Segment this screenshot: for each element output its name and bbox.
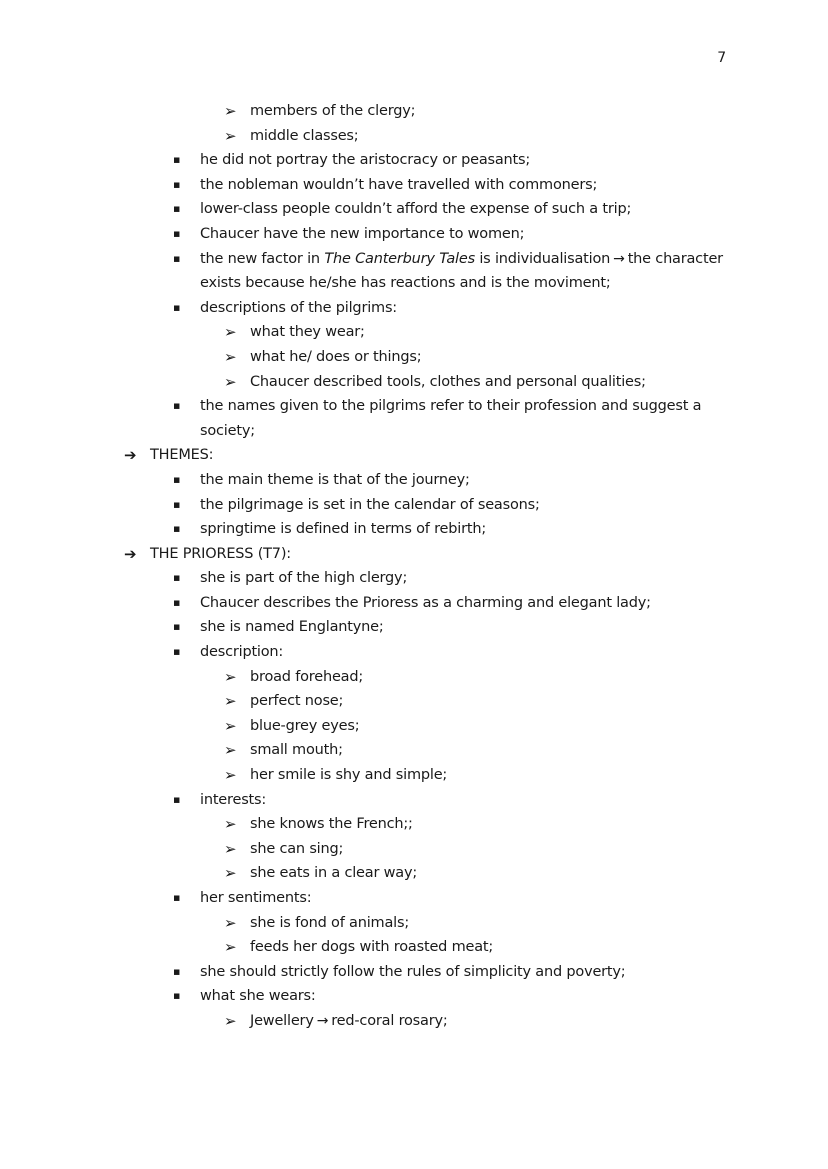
list-item [0, 247, 828, 272]
list-item [0, 296, 828, 321]
list-item-text: the new factor in [200, 250, 325, 267]
list-item-text: feeds her dogs with roasted meat; [250, 939, 494, 956]
list-item [0, 394, 828, 419]
square-bullet-icon: ▪ [173, 964, 181, 978]
list-item-text: red-coral rosary; [331, 1012, 448, 1029]
list-item [0, 197, 828, 222]
triangle-bullet-icon: ➢ [224, 372, 237, 391]
list-item-text: he did not portray the aristocracy or peasants; [200, 152, 531, 169]
list-item-text: interests: [200, 791, 267, 808]
list-item-text: she should strictly follow the rules of simplicity and poverty; [200, 963, 626, 980]
list-item [0, 370, 828, 395]
list-item [0, 320, 828, 345]
list-item-text: what he/ does or things; [250, 348, 422, 365]
square-bullet-icon: ▪ [173, 202, 181, 216]
list-item-text: Chaucer described tools, clothes and personal qualities; [250, 373, 646, 390]
list-item [0, 173, 828, 198]
list-item [0, 689, 828, 714]
list-item-text: springtime is defined in terms of rebirth; [200, 521, 487, 538]
list-item [0, 984, 828, 1009]
square-bullet-icon: ▪ [173, 620, 181, 634]
list-item-text: the nobleman wouldn’t have travelled with commoners; [200, 176, 598, 193]
list-item-text: Chaucer have the new importance to women; [200, 225, 525, 242]
list-item [0, 1009, 828, 1034]
triangle-bullet-icon: ➢ [224, 815, 237, 834]
list-item [0, 812, 828, 837]
list-item-text: Jewellery [250, 1012, 314, 1029]
list-item-text: her smile is shy and simple; [250, 767, 448, 784]
list-item [0, 222, 828, 247]
list-item-continuation [0, 419, 828, 444]
triangle-bullet-icon: ➢ [224, 913, 237, 932]
list-item-text: the pilgrimage is set in the calendar of seasons; [200, 496, 540, 513]
square-bullet-icon: ▪ [173, 226, 181, 240]
page-number: 7 [717, 50, 726, 66]
right-arrow-icon: → [316, 1012, 329, 1029]
list-item-text: what they wear; [250, 324, 365, 341]
list-item [0, 615, 828, 640]
list-item [0, 788, 828, 813]
square-bullet-icon: ▪ [173, 153, 181, 167]
list-item-text: the character [627, 250, 723, 267]
list-item [0, 935, 828, 960]
triangle-bullet-icon: ➢ [224, 716, 237, 735]
list-item-text: what she wears: [200, 988, 316, 1005]
square-bullet-icon: ▪ [173, 792, 181, 806]
list-item-text: she knows the French;; [250, 816, 413, 833]
book-title: The Canterbury Tales [324, 250, 475, 267]
section-heading-prioress [0, 542, 828, 567]
list-item-text: she can sing; [250, 840, 344, 857]
triangle-bullet-icon: ➢ [224, 839, 237, 858]
list-item [0, 714, 828, 739]
section-heading-text: THE PRIORESS (T7): [150, 545, 291, 562]
list-item-text: society; [200, 422, 255, 439]
list-item [0, 517, 828, 542]
section-heading-text: THEMES: [150, 447, 214, 464]
triangle-bullet-icon: ➢ [224, 1011, 237, 1030]
list-item [0, 886, 828, 911]
square-bullet-icon: ▪ [173, 251, 181, 265]
list-item [0, 911, 828, 936]
triangle-bullet-icon: ➢ [224, 667, 237, 686]
list-item [0, 738, 828, 763]
list-item-text: exists because he/she has reactions and is the moviment; [200, 275, 611, 292]
section-heading-themes [0, 443, 828, 468]
triangle-bullet-icon: ➢ [224, 102, 237, 120]
list-item-text: description: [200, 644, 284, 661]
list-item [0, 124, 828, 149]
square-bullet-icon: ▪ [173, 497, 181, 511]
arrow-bullet-icon: ➔ [124, 544, 137, 563]
triangle-bullet-icon: ➢ [224, 938, 237, 957]
list-item-text: members of the clergy; [250, 103, 416, 119]
list-item-text: is individualisation [474, 250, 611, 267]
list-item [0, 960, 828, 985]
list-item-text: the names given to the pilgrims refer to their profession and suggest a [200, 398, 702, 415]
list-item [0, 763, 828, 788]
triangle-bullet-icon: ➢ [224, 864, 237, 883]
list-item-text: blue-grey eyes; [250, 717, 360, 734]
triangle-bullet-icon: ➢ [224, 126, 237, 145]
list-item-text: descriptions of the pilgrims: [200, 299, 397, 316]
list-item-text: middle classes; [250, 127, 359, 144]
square-bullet-icon: ▪ [173, 472, 181, 486]
list-item [0, 861, 828, 886]
list-item [0, 468, 828, 493]
list-item-text: small mouth; [250, 742, 343, 759]
list-item [0, 591, 828, 616]
list-item [0, 99, 828, 124]
list-item [0, 148, 828, 173]
notes-content [0, 99, 828, 1034]
square-bullet-icon: ▪ [173, 571, 181, 585]
square-bullet-icon: ▪ [173, 989, 181, 1003]
list-item-text: broad forehead; [250, 668, 364, 685]
square-bullet-icon: ▪ [173, 177, 181, 191]
list-item-text: perfect nose; [250, 693, 344, 710]
triangle-bullet-icon: ➢ [224, 347, 237, 366]
list-item [0, 493, 828, 518]
triangle-bullet-icon: ➢ [224, 692, 237, 711]
arrow-bullet-icon: ➔ [124, 446, 137, 465]
square-bullet-icon: ▪ [173, 399, 181, 413]
list-item [0, 345, 828, 370]
list-item-text: she is fond of animals; [250, 914, 410, 931]
list-item-text: the main theme is that of the journey; [200, 471, 470, 488]
list-item-text: she is named Englantyne; [200, 619, 384, 636]
list-item [0, 640, 828, 665]
triangle-bullet-icon: ➢ [224, 766, 237, 785]
list-item [0, 665, 828, 690]
list-item-text: she eats in a clear way; [250, 865, 418, 882]
list-item-text: she is part of the high clergy; [200, 570, 408, 587]
square-bullet-icon: ▪ [173, 595, 181, 609]
square-bullet-icon: ▪ [173, 300, 181, 314]
list-item-continuation [0, 271, 828, 296]
triangle-bullet-icon: ➢ [224, 741, 237, 760]
list-item [0, 837, 828, 862]
list-item [0, 566, 828, 591]
list-item-text: Chaucer describes the Prioress as a charming and elegant lady; [200, 594, 651, 611]
square-bullet-icon: ▪ [173, 522, 181, 536]
list-item-text: her sentiments: [200, 890, 312, 906]
triangle-bullet-icon: ➢ [224, 323, 237, 342]
right-arrow-icon: → [613, 250, 625, 267]
square-bullet-icon: ▪ [173, 645, 181, 659]
square-bullet-icon: ▪ [173, 891, 181, 904]
list-item-text: lower-class people couldn’t afford the expense of such a trip; [200, 201, 632, 218]
